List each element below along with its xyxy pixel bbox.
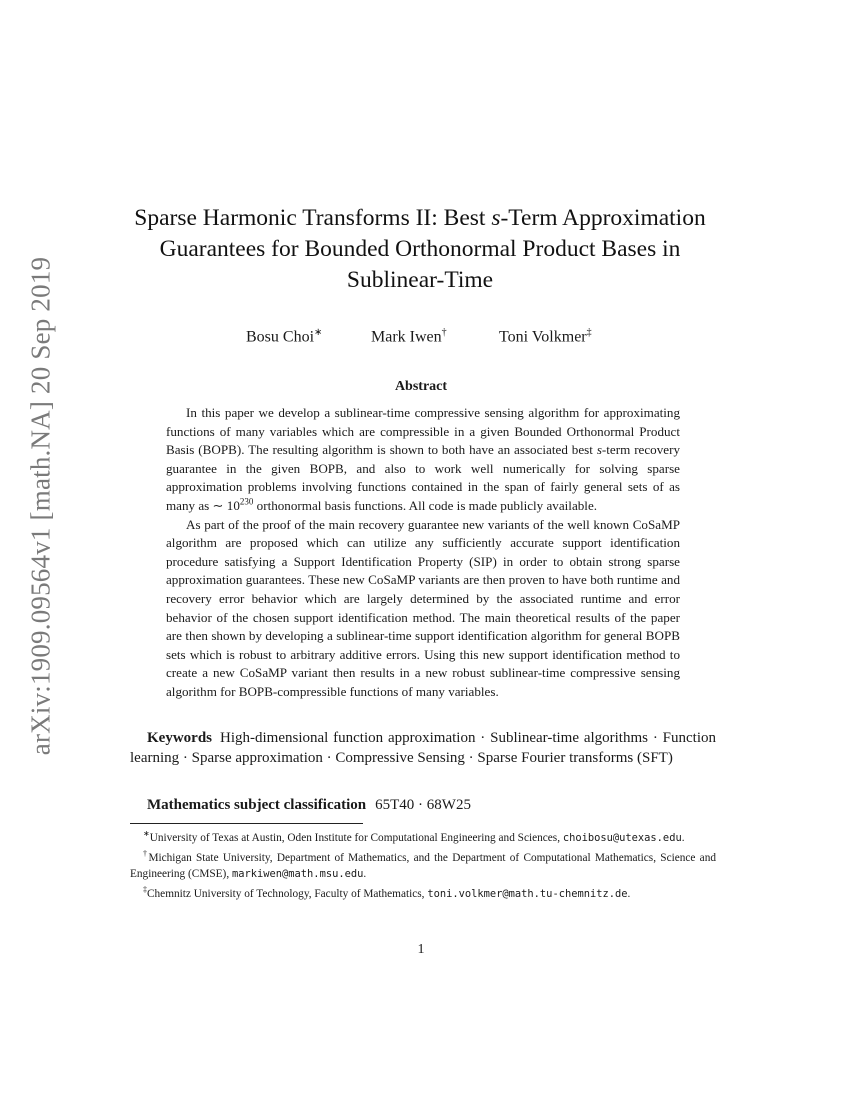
title-italic-s: s bbox=[491, 205, 501, 231]
author bbox=[246, 327, 322, 346]
abstract-text: orthonormal basis functions. All code is made publicly available. bbox=[253, 497, 598, 513]
abstract-text: In this paper we develop a sublinear-time compressive sensing algorithm for approximating functions of many variables which are compressible in a given Bounded Orthonormal Product Basis (BOPB). The resulting algorithm is shown to both have an associated best bbox=[166, 405, 680, 458]
footnote-rule bbox=[130, 823, 363, 824]
footnote-period: . bbox=[681, 831, 685, 844]
footnote-mark: ‡ bbox=[143, 885, 147, 895]
abstract-text: -term recovery guarantee in the given BOPB, and also to work well numerically for solving sparse approximation problems involving functions contained in the span of fairly general sets of as many as ∼ 10 bbox=[166, 442, 680, 513]
keywords bbox=[130, 728, 716, 768]
author-list bbox=[0, 327, 850, 349]
paper-title bbox=[120, 203, 720, 296]
abstract-heading: Abstract bbox=[394, 379, 448, 394]
author-name: Mark Iwen bbox=[371, 328, 442, 346]
title-line-2: Guarantees for Bounded Orthonormal Product Bases in bbox=[159, 236, 681, 262]
exponent: 230 bbox=[239, 496, 254, 507]
page-number: 1 bbox=[417, 942, 425, 957]
title-line-1 bbox=[120, 203, 720, 234]
author bbox=[499, 327, 592, 346]
math-subject-classification bbox=[147, 797, 471, 814]
affiliation-mark[interactable]: ‡ bbox=[586, 327, 592, 338]
abstract-italic-s: s bbox=[596, 442, 602, 458]
footnote bbox=[130, 882, 716, 902]
footnote bbox=[130, 826, 716, 846]
author-name: Bosu Choi bbox=[246, 328, 315, 346]
title-line-3: Sublinear-Time bbox=[346, 267, 494, 293]
footnote-text: Michigan State University, Department of Mathematics, and the Department of Computational Mathematics, Science and Engineering (CMSE), bbox=[130, 851, 716, 881]
email-link[interactable]: toni.volkmer@math.tu-chemnitz.de bbox=[427, 888, 628, 901]
title-text: Sparse Harmonic Transforms II: Best bbox=[134, 205, 492, 231]
footnote-text: University of Texas at Austin, Oden Institute for Computational Engineering and Sciences, bbox=[149, 831, 561, 844]
msc-codes: 65T40 · 68W25 bbox=[375, 797, 471, 813]
email-link[interactable]: markiwen@math.msu.edu bbox=[231, 868, 364, 881]
email-link[interactable]: choibosu@utexas.edu bbox=[562, 831, 682, 844]
keywords-label: Keywords bbox=[147, 730, 212, 746]
footnotes bbox=[130, 826, 716, 902]
author bbox=[371, 327, 447, 346]
affiliation-mark[interactable]: ∗ bbox=[314, 327, 323, 338]
footnote-mark: ∗ bbox=[143, 829, 150, 838]
abstract-paragraph bbox=[166, 404, 680, 516]
title-text: -Term Approximation bbox=[500, 205, 706, 231]
footnote-period: . bbox=[627, 888, 631, 901]
abstract-body bbox=[166, 404, 680, 702]
footnote bbox=[130, 846, 716, 882]
msc-label: Mathematics subject classification bbox=[147, 797, 367, 813]
arxiv-identifier-stamp: arXiv:1909.09564v1 [math.NA] 20 Sep 2019 bbox=[25, 256, 56, 756]
affiliation-mark[interactable]: † bbox=[441, 327, 447, 338]
abstract-paragraph: As part of the proof of the main recovery guarantee new variants of the well known CoSaMP algorithm are proposed which can utilize any sufficiently accurate support identification procedure satisfying a Support Identification Property (SIP) in order to obtain strong sparse approximation guarantees. These new CoSaMP variants are then proven to have both runtime and recovery error behavior which are largely determined by the associated runtime and error behavior of the chosen support identification method. The main theoretical results of the paper are then shown by developing a sublinear-time support identification algorithm for general BOPB sets which is robust to arbitrary additive errors. Using this new support identification method to create a new CoSaMP variant then results in a new robust sublinear-time compressive sensing algorithm for BOPB-compressible functions of many variables. bbox=[166, 516, 680, 699]
author-name: Toni Volkmer bbox=[499, 328, 587, 346]
keywords-text: High-dimensional function approximation · Sublinear-time algorithms · Function learning · Sparse approximation · Compressive Sensing · Sparse Fourier transforms (SFT) bbox=[130, 730, 716, 766]
footnote-text: Chemnitz University of Technology, Faculty of Mathematics, bbox=[147, 888, 425, 901]
footnote-mark: † bbox=[143, 849, 149, 859]
footnote-period: . bbox=[363, 868, 367, 881]
